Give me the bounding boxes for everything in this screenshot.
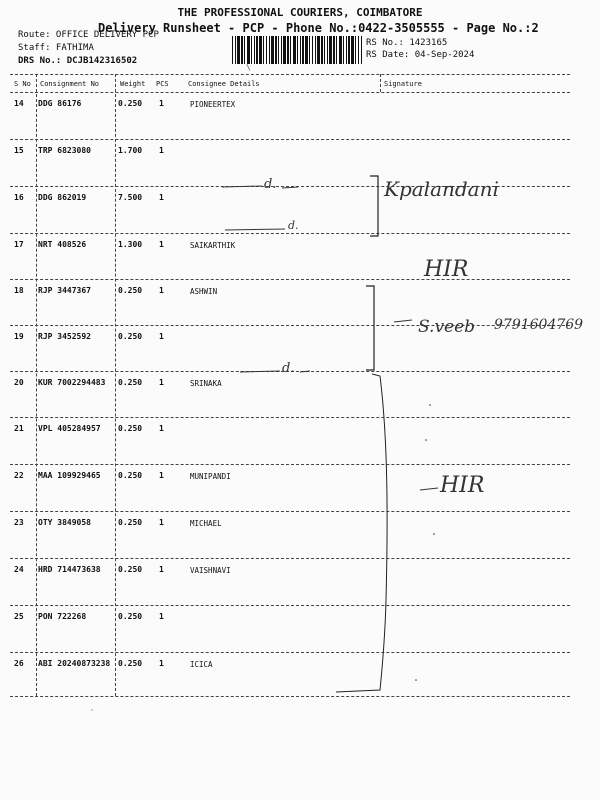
row-divider — [10, 186, 570, 187]
col-header-signature: Signature — [384, 80, 422, 88]
row-sno: 16 — [14, 193, 24, 202]
row-weight: 0.250 — [118, 424, 143, 433]
col-divider — [115, 74, 116, 696]
stray-mark: \ — [246, 63, 251, 72]
signature-sveeb: S.veeb — [418, 317, 476, 337]
row-pcs: 1 — [159, 424, 164, 433]
row-pcs: 1 — [159, 286, 164, 295]
col-header-consignment: Consignment No — [40, 80, 100, 88]
row-weight: 0.250 — [118, 286, 143, 295]
col-header-weight: Weight — [120, 80, 146, 88]
row-consignment-no: HRD 714473638 — [38, 565, 101, 574]
row-consignment-no: KUR 7002294483 — [38, 378, 106, 387]
ditto-mark: d. — [282, 361, 295, 376]
row-consignment-no: RJP 3452592 — [38, 332, 91, 341]
row-pcs: 1 — [159, 332, 164, 341]
signature-hir: HIR — [440, 473, 485, 498]
row-consignee: ASHWIN — [190, 287, 218, 296]
row-pcs: 1 — [159, 240, 164, 249]
row-divider — [10, 233, 570, 234]
signature-hir: HIR — [424, 257, 469, 282]
signature-phone: 9791604769 — [494, 317, 584, 333]
row-divider — [10, 464, 570, 465]
row-sno: 26 — [14, 659, 24, 668]
row-pcs: 1 — [159, 146, 164, 155]
row-consignee: PIONEERTEX — [190, 100, 236, 109]
row-divider — [10, 371, 570, 372]
row-divider — [10, 511, 570, 512]
row-consignment-no: TRP 6823080 — [38, 146, 91, 155]
barcode-image — [232, 36, 362, 64]
row-weight: 1.700 — [118, 146, 143, 155]
row-divider — [10, 279, 570, 280]
row-consignment-no: OTY 3849058 — [38, 518, 91, 527]
rs-number: RS No.: 1423165 — [366, 38, 448, 48]
row-weight: 0.250 — [118, 332, 143, 341]
ditto-mark: d. — [288, 219, 299, 232]
row-divider — [10, 558, 570, 559]
row-weight: 1.300 — [118, 240, 143, 249]
row-weight: 0.250 — [118, 565, 143, 574]
row-divider — [10, 696, 570, 697]
row-consignment-no: DDG 862019 — [38, 193, 87, 202]
row-sno: 20 — [14, 378, 24, 387]
staff-label: Staff: FATHIMA — [18, 43, 94, 53]
row-consignment-no: NRT 408526 — [38, 240, 87, 249]
row-weight: 7.500 — [118, 193, 143, 202]
route-label: Route: OFFICE DELIVERY PCP — [18, 30, 159, 40]
row-consignment-no: MAA 109929465 — [38, 471, 101, 480]
row-pcs: 1 — [159, 193, 164, 202]
row-weight: 0.250 — [118, 518, 143, 527]
row-consignee: SRINAKA — [190, 379, 222, 388]
table-header-rule — [10, 92, 570, 93]
row-sno: 15 — [14, 146, 24, 155]
row-weight: 0.250 — [118, 659, 143, 668]
row-divider — [10, 652, 570, 653]
row-pcs: 1 — [159, 471, 164, 480]
col-header-sno: S No — [14, 80, 31, 88]
row-consignment-no: ABI 20240873238 — [38, 659, 111, 668]
row-consignee: ICICA — [190, 660, 213, 669]
row-sno: 14 — [14, 99, 24, 108]
row-consignment-no: PON 722268 — [38, 612, 87, 621]
sheet-title: Delivery Runsheet - PCP - Phone No.:0422-3505555 - Page No.:2 — [98, 21, 539, 35]
col-divider — [380, 74, 381, 92]
row-weight: 0.250 — [118, 378, 143, 387]
row-pcs: 1 — [159, 518, 164, 527]
row-consignee: SAIKARTHIK — [190, 241, 236, 250]
company-title: THE PROFESSIONAL COURIERS, COIMBATORE — [177, 6, 423, 19]
col-header-consignee: Consignee Details — [188, 80, 260, 88]
row-weight: 0.250 — [118, 471, 143, 480]
row-divider — [10, 325, 570, 326]
row-sno: 19 — [14, 332, 24, 341]
row-pcs: 1 — [159, 565, 164, 574]
row-pcs: 1 — [159, 378, 164, 387]
drs-number: DRS No.: DCJB142316502 — [18, 56, 138, 66]
rs-date: RS Date: 04-Sep-2024 — [366, 50, 475, 60]
row-pcs: 1 — [159, 659, 164, 668]
row-sno: 18 — [14, 286, 24, 295]
row-sno: 25 — [14, 612, 24, 621]
row-consignment-no: VPL 405284957 — [38, 424, 101, 433]
row-consignee: VAISHNAVI — [190, 566, 231, 575]
row-sno: 24 — [14, 565, 24, 574]
signature-kpalandani: Kpalandani — [384, 177, 499, 201]
row-sno: 22 — [14, 471, 24, 480]
row-sno: 21 — [14, 424, 24, 433]
row-pcs: 1 — [159, 612, 164, 621]
col-divider — [36, 74, 37, 696]
ditto-mark: d. — [264, 177, 277, 192]
row-divider — [10, 605, 570, 606]
row-consignment-no: RJP 3447367 — [38, 286, 91, 295]
row-consignee: MUNIPANDI — [190, 472, 231, 481]
col-header-pcs: PCS — [156, 80, 169, 88]
row-sno: 17 — [14, 240, 24, 249]
table-top-rule — [10, 74, 570, 75]
row-divider — [10, 417, 570, 418]
row-consignment-no: DDG 86176 — [38, 99, 82, 108]
row-weight: 0.250 — [118, 612, 143, 621]
row-sno: 23 — [14, 518, 24, 527]
row-divider — [10, 139, 570, 140]
row-consignee: MICHAEL — [190, 519, 222, 528]
row-weight: 0.250 — [118, 99, 143, 108]
row-pcs: 1 — [159, 99, 164, 108]
